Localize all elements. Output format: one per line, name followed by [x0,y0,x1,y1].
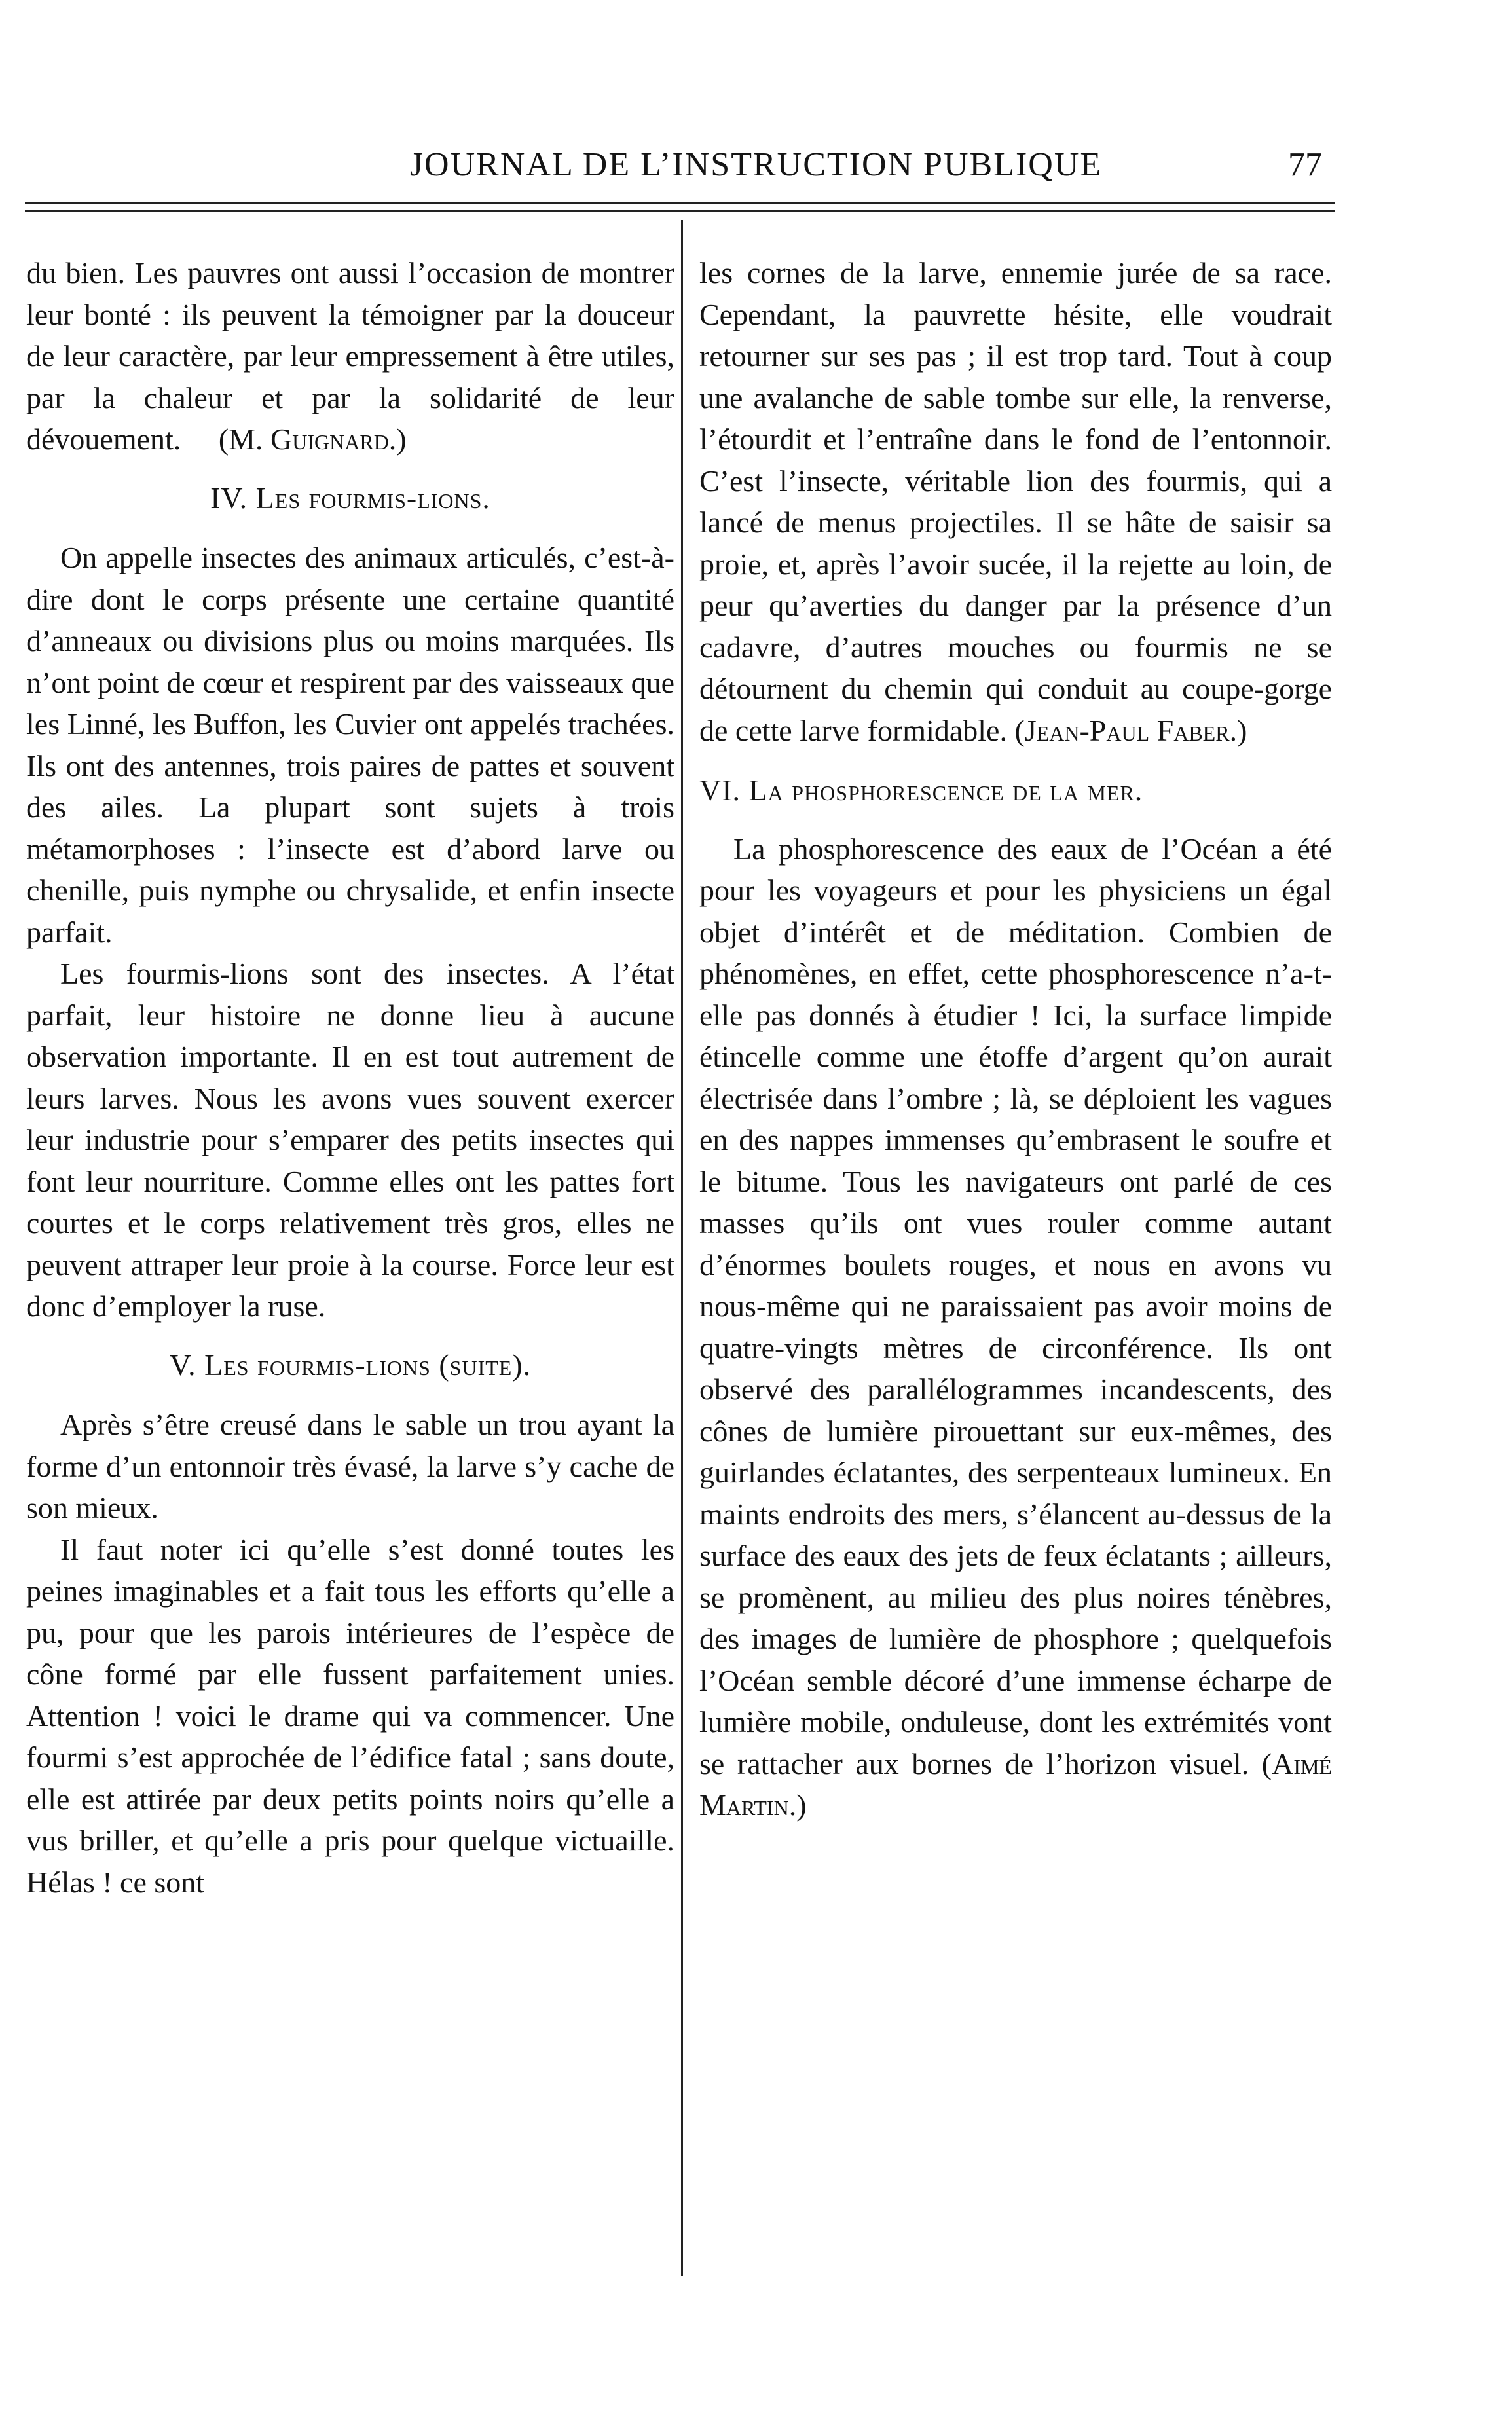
journal-title: JOURNAL DE L’INSTRUCTION PUBLIQUE [409,146,1103,183]
page-number: 77 [1288,146,1322,183]
header-rule-bottom [25,210,1335,212]
section-heading-v: V. Les fourmis-lions (suite). [169,1348,532,1382]
paragraph: Après s’être creusé dans le sable un trou ayant la forme d’un entonnoir très évasé, la larve s’y cache de son mieux. [26,1408,674,1524]
attribution: (Aimé Martin.) [699,1746,1332,1822]
paragraph: Il faut noter ici qu’elle s’est donné toutes les peines imaginables et a fait tous les efforts qu’elle a pu, pour que les parois intérieures de l’espèce de cône formé par elle fussent parfaitement unies. Attention ! voici le drame qui va commencer. Une fourmi s’est approchée de l’édifice fatal ; sans doute, elle est attirée par deux petits points noirs qu’elle a vus briller, et qu’elle a pris pour quelque victuaille. Hélas ! ce sont [26,1532,674,1899]
paragraph: Les fourmis-lions sont des insectes. A l’état parfait, leur histoire ne donne lieu à aucune observation importante. Il en est tout autrement de leurs larves. Nous les avons vues souvent exercer leur industrie pour s’emparer des petits insectes qui font leur nourriture. Comme elles ont les pattes fort courtes et le corps relativement très gros, elles ne peuvent attraper leur proie à la course. Force leur est donc d’employer la ruse. [26,957,674,1323]
header-rule-top [25,202,1335,204]
paragraph-text: du bien. Les pauvres ont aussi l’occasion de montrer leur bonté : ils peuvent la témoigner par la douceur de leur caractère, par leur empressement à être utiles, par la chaleur et par la solidarité de leur dévouement. [26,256,674,456]
page-header [0,0,1512,196]
paragraph [699,828,1332,1826]
paragraph-continuation [699,252,1332,751]
attribution: (Jean-Paul Faber.) [1014,713,1247,747]
attribution: (M. Guignard.) [218,422,407,456]
paragraph-continuation [26,252,674,460]
paragraph-text: les cornes de la larve, ennemie jurée de sa race. Cependant, la pauvrette hésite, elle voudrait retourner sur ses pas ; il est trop tard. Tout à coup une avalanche de sable tombe sur elle, la renverse, l’étourdit et l’entraîne dans le fond de l’entonnoir. C’est l’insecte, véritable lion des fourmis, qui a lancé de menus projectiles. Il se hâte de saisir sa proie, et, après l’avoir sucée, il la rejette au loin, de peur qu’averties du danger par la présence d’un cadavre, d’autres mouches ou fourmis ne se détournent du chemin qui conduit au coupe-gorge de cette larve formidable. [699,256,1332,747]
right-column [699,252,1332,1826]
paragraph: On appelle insectes des animaux articulés, c’est-à-dire dont le corps présente une certaine quantité d’anneaux ou divisions plus ou moins marquées. Ils n’ont point de cœur et respirent par des vaisseaux que les Linné, les Buffon, les Cuvier ont appelés trachées. Ils ont des antennes, trois paires de pattes et souvent des ailes. La plupart sont sujets à trois métamorphoses : l’insecte est d’abord larve ou chenille, puis nymphe ou chrysalide, et enfin insecte parfait. [26,541,674,949]
paragraph-text: La phosphorescence des eaux de l’Océan a été pour les voyageurs et pour les physiciens un égal objet d’intérêt et de méditation. Combien de phénomènes, en effet, cette phosphorescence n’a-t-elle pas donnés à étudier ! Ici, la surface limpide étincelle comme une étoffe d’argent qu’on aurait électrisée dans l’ombre ; là, se déploient les vagues en des nappes immenses qu’embrasent le soufre et le bitume. Tous les navigateurs ont parlé de ces masses qu’ils ont vues rouler comme autant d’énormes boulets rouges, et nous en avons vu nous-même qui ne paraissaient pas avoir moins de quatre-vingts mètres de circonférence. Ils ont observé des parallélogrammes incandescents, des cônes de lumière pirouettant sur eux-mêmes, des guirlandes éclatantes, des serpenteaux lumineux. En maints endroits des mers, s’élancent au-dessus de la surface des eaux des jets de feux éclatants ; ailleurs, se promènent, au milieu des plus noires ténèbres, des images de lumière de phosphore ; quelquefois l’Océan semble décoré d’une immense écharpe de lumière mobile, onduleuse, dont les extrémités vont se rattacher aux bornes de l’horizon visuel. [699,832,1332,1780]
left-column [26,252,674,1903]
section-heading-iv: IV. Les fourmis-lions. [210,481,490,515]
column-divider [681,220,683,2276]
section-heading-vi: VI. La phosphorescence de la mer. [699,773,1143,807]
